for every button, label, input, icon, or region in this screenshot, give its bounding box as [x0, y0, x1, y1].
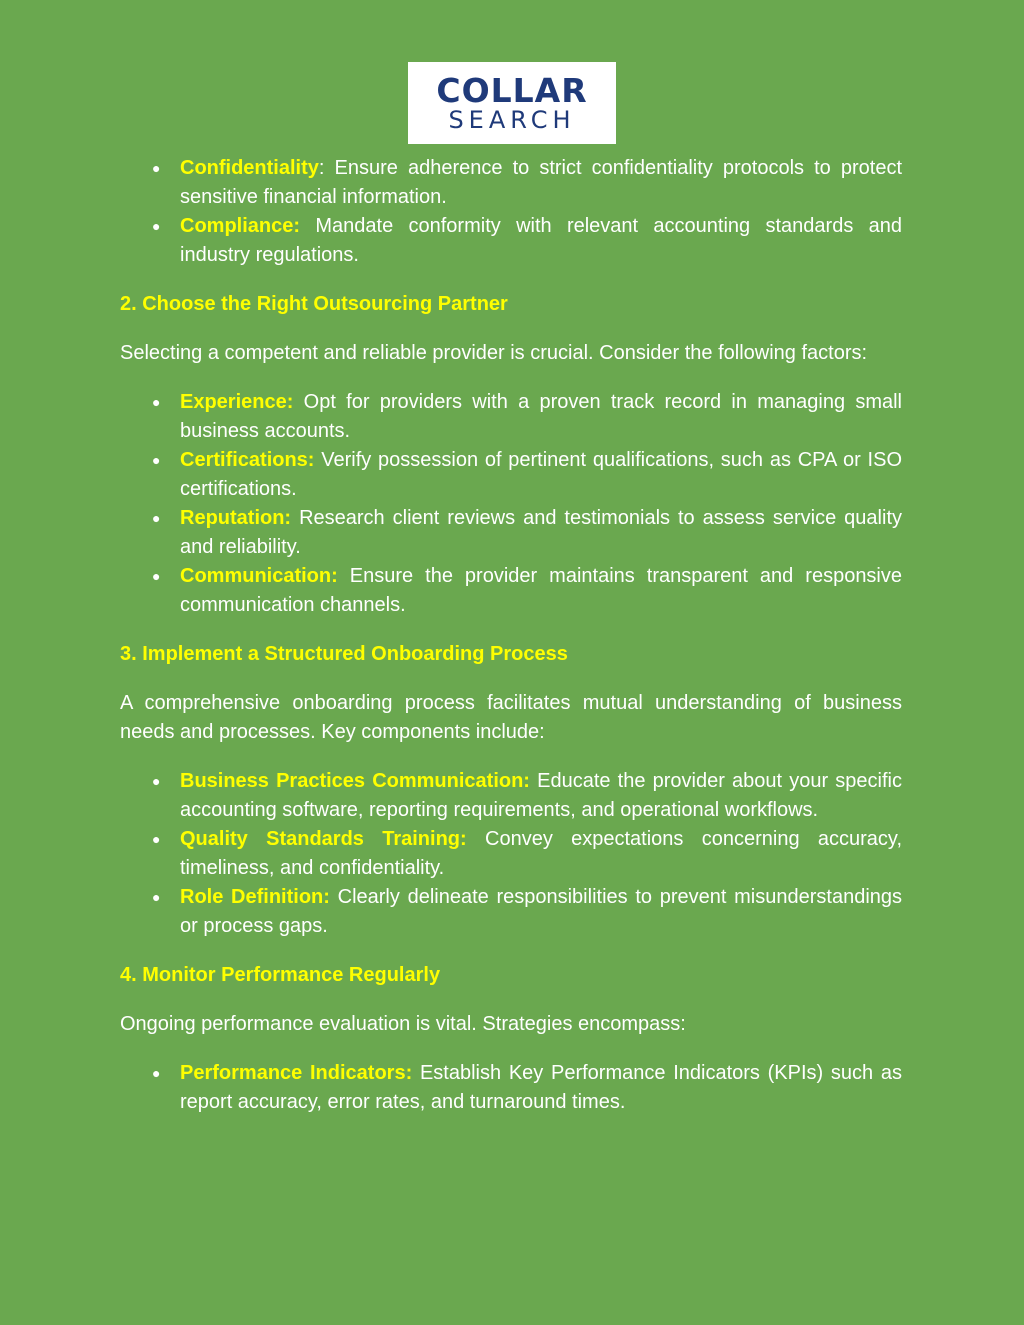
list-item-sep: [300, 215, 315, 237]
section-heading: 2. Choose the Right Outsourcing Partner: [120, 293, 508, 315]
section2-list: [120, 388, 902, 620]
list-item: [120, 767, 902, 825]
list-item-term: Experience:: [180, 391, 294, 413]
list-item-text: Establish Key Performance Indicators (KPIs) such as report accuracy, error rates, and turnaround times.: [180, 1062, 902, 1113]
list-item-term: Reputation:: [180, 507, 292, 529]
section-heading: 3. Implement a Structured Onboarding Process: [120, 643, 568, 665]
list-item: [120, 1059, 902, 1117]
section-intro: Ongoing performance evaluation is vital. Strategies encompass:: [120, 1013, 686, 1035]
list-item-term: Performance Indicators:: [180, 1062, 413, 1084]
list-item-sep: :: [318, 157, 335, 179]
list-item-term: Quality Standards Training:: [180, 828, 467, 850]
list-item: [120, 446, 902, 504]
intro-list: [120, 154, 902, 270]
list-item-term: Business Practices Communication:: [180, 770, 530, 792]
list-item-text: Research client reviews and testimonials to assess service quality and reliability.: [180, 507, 902, 558]
section-intro: A comprehensive onboarding process facilitates mutual understanding of business needs and processes. Key components include:: [120, 692, 902, 743]
list-item: [120, 562, 902, 620]
list-item-text: Ensure adherence to strict confidentiality protocols to protect sensitive financial information.: [180, 157, 902, 208]
logo-line2: SEARCH: [448, 105, 576, 134]
document-body: [120, 154, 902, 1117]
list-item-text: Opt for providers with a proven track record in managing small business accounts.: [180, 391, 902, 442]
list-item-term: Confidentiality: [180, 157, 319, 179]
section4-list: [120, 1059, 902, 1117]
list-item-term: Certifications:: [180, 449, 315, 471]
list-item: [120, 883, 902, 941]
list-item-term: Compliance:: [180, 215, 301, 237]
list-item-text: Educate the provider about your specific accounting software, reporting requirements, and operational workflows.: [180, 770, 902, 821]
list-item: [120, 388, 902, 446]
section-heading: 4. Monitor Performance Regularly: [120, 964, 441, 986]
list-item-term: Communication:: [180, 565, 338, 587]
list-item: [120, 504, 902, 562]
list-item-text: Mandate conformity with relevant accounting standards and industry regulations.: [180, 215, 903, 266]
list-item: [120, 825, 902, 883]
list-item: [120, 154, 902, 212]
list-item: [120, 212, 902, 270]
section3-list: [120, 767, 902, 941]
list-item-text: Ensure the provider maintains transparent and responsive communication channels.: [180, 565, 903, 616]
list-item-text: Verify possession of pertinent qualifications, such as CPA or ISO certifications.: [180, 449, 902, 500]
list-item-text: Clearly delineate responsibilities to prevent misunderstandings or process gaps.: [180, 886, 903, 937]
section-intro: Selecting a competent and reliable provider is crucial. Consider the following factors:: [120, 342, 868, 364]
logo-line1: COLLAR: [436, 70, 588, 110]
list-item-text: Convey expectations concerning accuracy, timeliness, and confidentiality.: [180, 828, 902, 879]
list-item-term: Role Definition:: [180, 886, 330, 908]
company-logo: [408, 62, 616, 144]
